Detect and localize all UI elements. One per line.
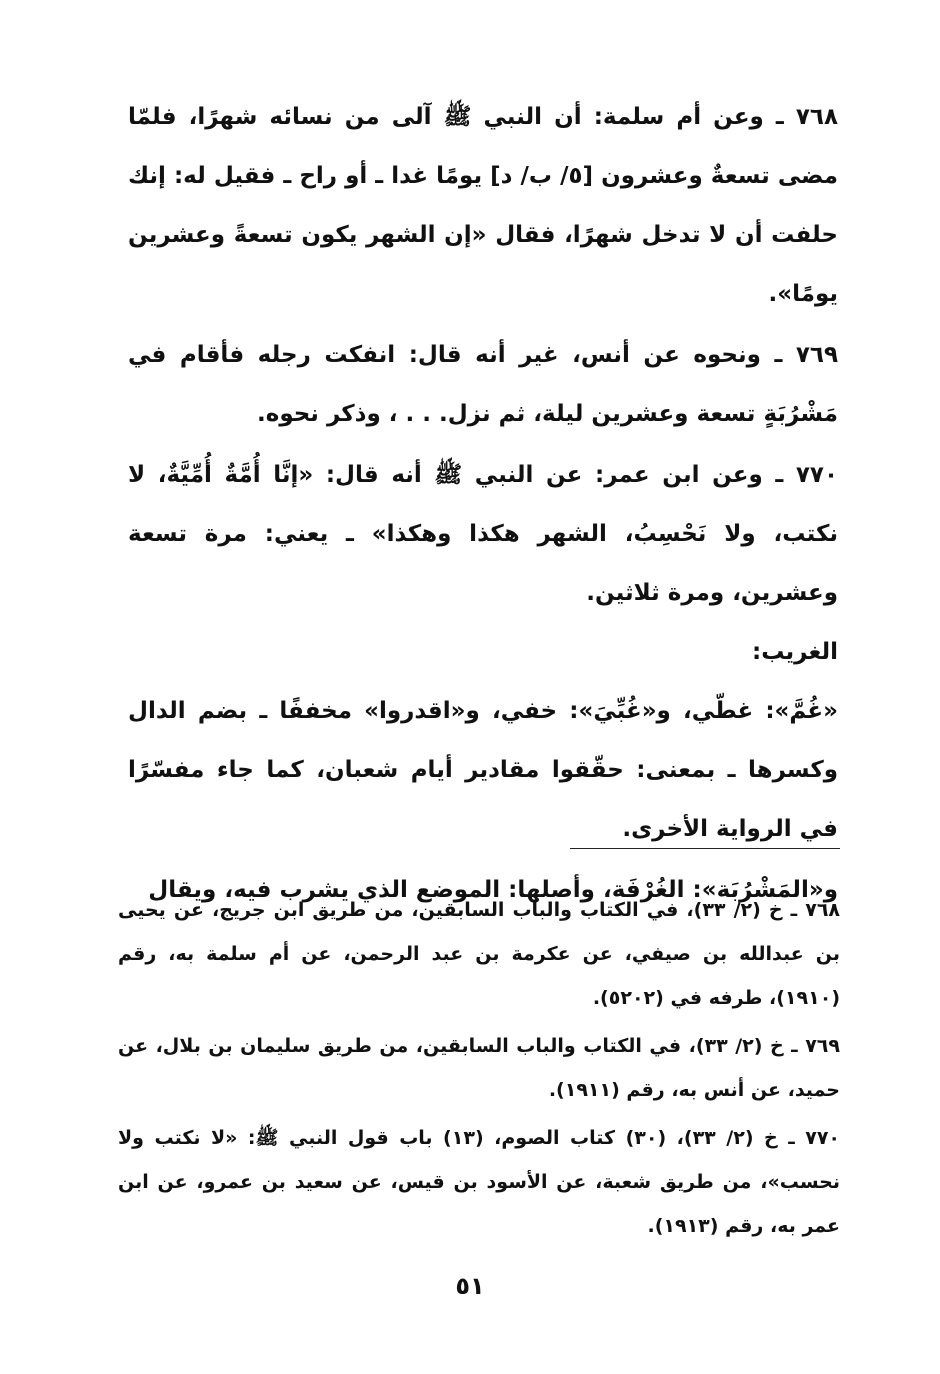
main-text xyxy=(128,88,838,920)
footnotes xyxy=(118,888,840,1252)
hadith-769: ٧٦٩ ـ ونحوه عن أنس، غير أنه قال: انفكت رجله فأقام في مَشْرُبَةٍ تسعة وعشرين ليلة، ثم نزل. . . ، وذكر نحوه. xyxy=(128,342,838,427)
gharib-paragraph-2: و«المَشْرُبَة»: الغُرْفَة، وأصلها: الموضع الذي يشرب فيه، ويقال xyxy=(148,877,838,903)
page-number: ٥١ xyxy=(455,1272,485,1300)
footnote-divider xyxy=(570,848,840,849)
hadith-770: ٧٧٠ ـ وعن ابن عمر: عن النبي ﷺ أنه قال: «إنَّا أُمَّةٌ أُمِّيَّةٌ، لا نكتب، ولا نَحْسِبُ، الشهر هكذا وهكذا» ـ يعني: مرة تسعة وعشرين، ومرة ثلاثين. xyxy=(128,462,838,606)
footnote-769: ٧٦٩ ـ خ (٢/ ٣٣)، في الكتاب والباب السابقين، من طريق سليمان بن بلال، عن حميد، عن أنس به، رقم (١٩١١). xyxy=(118,1035,840,1101)
footnote-770: ٧٧٠ ـ خ (٢/ ٣٣)، (٣٠) كتاب الصوم، (١٣) باب قول النبي ﷺ: «لا نكتب ولا نحسب»، من طريق شعبة، عن الأسود بن قيس، عن سعيد بن عمرو، عن ابن عمر به، رقم (١٩١٣). xyxy=(118,1127,841,1237)
hadith-768: ٧٦٨ ـ وعن أم سلمة: أن النبي ﷺ آلى من نسائه شهرًا، فلمّا مضى تسعةٌ وعشرون [٥/ ب/ د] يومًا غدا ـ أو راح ـ فقيل له: إنك حلفت أن لا تدخل شهرًا، فقال «إن الشهر يكون تسعةً وعشرين يومًا». xyxy=(128,104,838,307)
section-heading-gharib: الغريب: xyxy=(752,639,838,665)
footnote-768: ٧٦٨ ـ خ (٢/ ٣٣)، في الكتاب والباب السابقين، من طريق ابن جريج، عن يحيى بن عبدالله بن صيفي، عن عكرمة بن عبد الرحمن، عن أم سلمة به، رقم (١٩١٠)، طرفه في (٥٢٠٢). xyxy=(118,899,841,1009)
gharib-paragraph-1: «غُمَّ»: غطّي، و«غُبِّيَ»: خفي، و«اقدروا» مخففًا ـ بضم الدال وكسرها ـ بمعنى: حقّقوا مقادير أيام شعبان، كما جاء مفسّرًا في الرواية الأخرى. xyxy=(128,698,838,842)
